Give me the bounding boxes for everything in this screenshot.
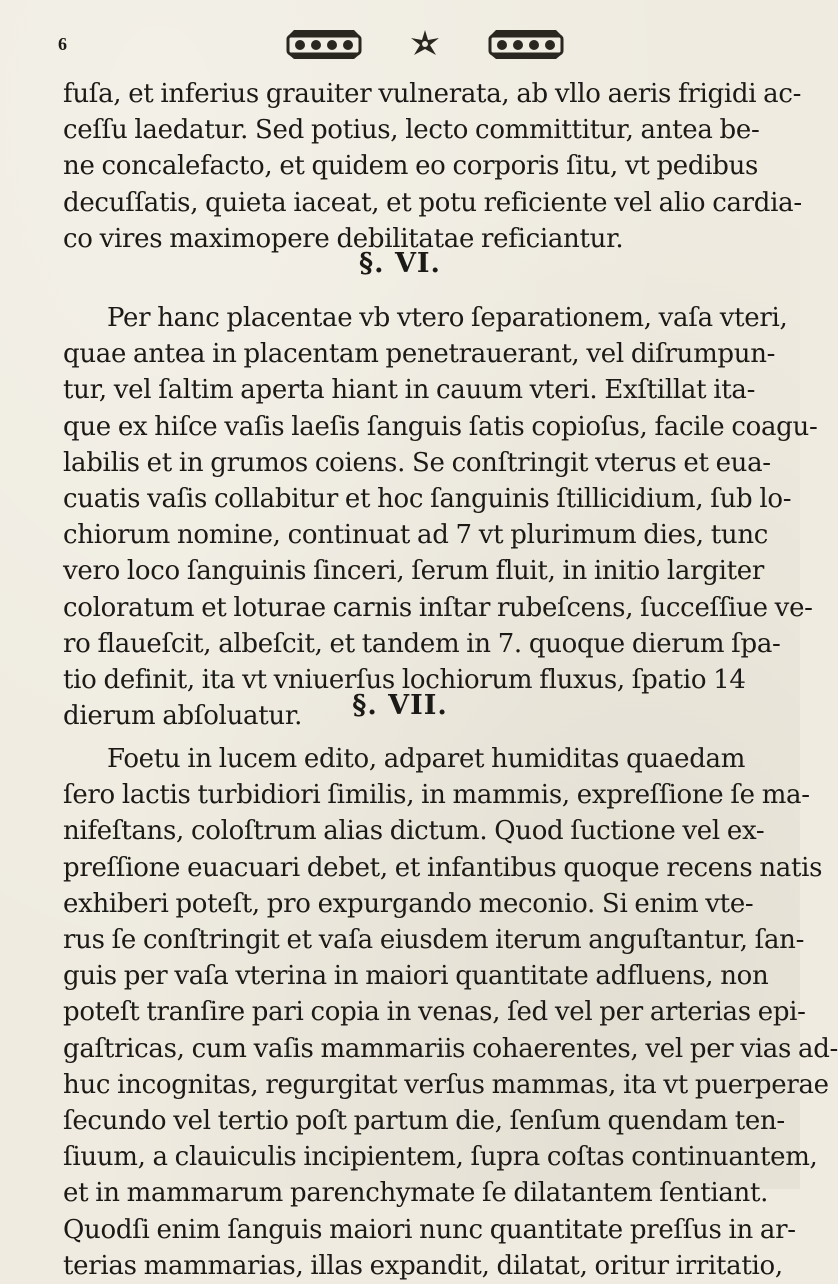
- text-line: Per hanc placentae vb vtero ſeparationem, vaſa vteri,: [107, 303, 788, 333]
- text-line: ceſſu laedatur. Sed potius, lecto committitur, antea be-: [63, 115, 760, 146]
- text-line: cuatis vaſis collabitur et hoc ſanguinis ſtillicidium, ſub lo-: [63, 484, 792, 515]
- text-line: ro flaueſcit, albeſcit, et tandem in 7. quoque dierum ſpa-: [63, 628, 781, 659]
- text-line: que ex hiſce vaſis laeſis ſanguis ſatis copioſus, facile coagu-: [63, 411, 818, 442]
- text-line: quae antea in placentam penetrauerant, vel diſrumpun-: [63, 339, 776, 370]
- section-vi-paragraph: [63, 300, 818, 734]
- section-heading-vii: §. VII.: [352, 690, 448, 721]
- text-line: guis per vaſa vterina in maiori quantitate adfluens, non: [63, 961, 769, 992]
- text-line: gaſtricas, cum vaſis mammariis cohaerentes, vel per vias ad-: [63, 1033, 838, 1064]
- page-header: [0, 12, 800, 62]
- section-vii-paragraph: [63, 741, 838, 1284]
- text-line: dierum abſoluatur.: [63, 701, 303, 732]
- text-line: nifeſtans, coloſtrum alias dictum. Quod ſuctione vel ex-: [63, 816, 765, 847]
- text-line: vero loco ſanguinis ſinceri, ſerum fluit, in initio largiter: [63, 556, 764, 587]
- text-line: co vires maximopere debilitatae reficiantur.: [63, 223, 624, 254]
- text-line: ne concalefacto, et quidem eo corporis ſitu, vt pedibus: [63, 151, 759, 182]
- text-line: preſſione euacuari debet, et infantibus quoque recens natis: [63, 852, 823, 883]
- text-line: chiorum nomine, continuat ad 7 vt plurimum dies, tunc: [63, 520, 769, 551]
- text-line: Quodſi enim ſanguis maiori nunc quantitate preſſus in ar-: [63, 1214, 796, 1245]
- text-line: coloratum et loturae carnis inſtar rubeſcens, ſucceſſiue ve-: [63, 592, 813, 623]
- text-line: ſecundo vel tertio poſt partum die, ſenſum quendam ten-: [63, 1106, 785, 1137]
- text-line: terias mammarias, illas expandit, dilatat, oritur irritatio,: [63, 1250, 783, 1281]
- page-number: 6: [58, 34, 67, 54]
- text-line: labilis et in grumos coiens. Se conſtringit vterus et eua-: [63, 447, 771, 478]
- text-line: ſero lactis turbidiori ſimilis, in mammis, expreſſione ſe ma-: [63, 780, 810, 811]
- text-line: ſiuum, a clauiculis incipientem, ſupra coſtas continuantem,: [63, 1142, 818, 1173]
- text-line: exhiberi poteſt, pro expurgando meconio. Si enim vte-: [63, 888, 754, 919]
- text-line: Foetu in lucem edito, adparet humiditas quaedam: [107, 744, 746, 774]
- text-line: rus ſe conſtringit et vaſa eiusdem iterum anguſtantur, ſan-: [63, 925, 805, 956]
- paragraph-continuation: [63, 76, 802, 257]
- text-line: fuſa, et inferius grauiter vulnerata, ab vllo aeris frigidi ac-: [63, 79, 802, 109]
- text-line: tur, vel ſaltim aperta hiant in cauum vteri. Exſtillat ita-: [63, 375, 756, 406]
- text-line: huc incognitas, regurgitat verſus mammas, ita vt puerperae: [63, 1069, 829, 1100]
- text-line: decuſſatis, quieta iaceat, et potu reficiente vel alio cardia-: [63, 187, 802, 218]
- section-heading-vi: §. VI.: [359, 248, 441, 279]
- text-line: poteſt tranſire pari copia in venas, ſed vel per arterias epi-: [63, 997, 806, 1028]
- text-line: et in mammarum parenchymate ſe dilatantem ſentiant.: [63, 1178, 769, 1209]
- headpiece-ornament-icon: [280, 26, 570, 62]
- text-line: tio definit, ita vt vniuerſus lochiorum fluxus, ſpatio 14: [63, 665, 746, 696]
